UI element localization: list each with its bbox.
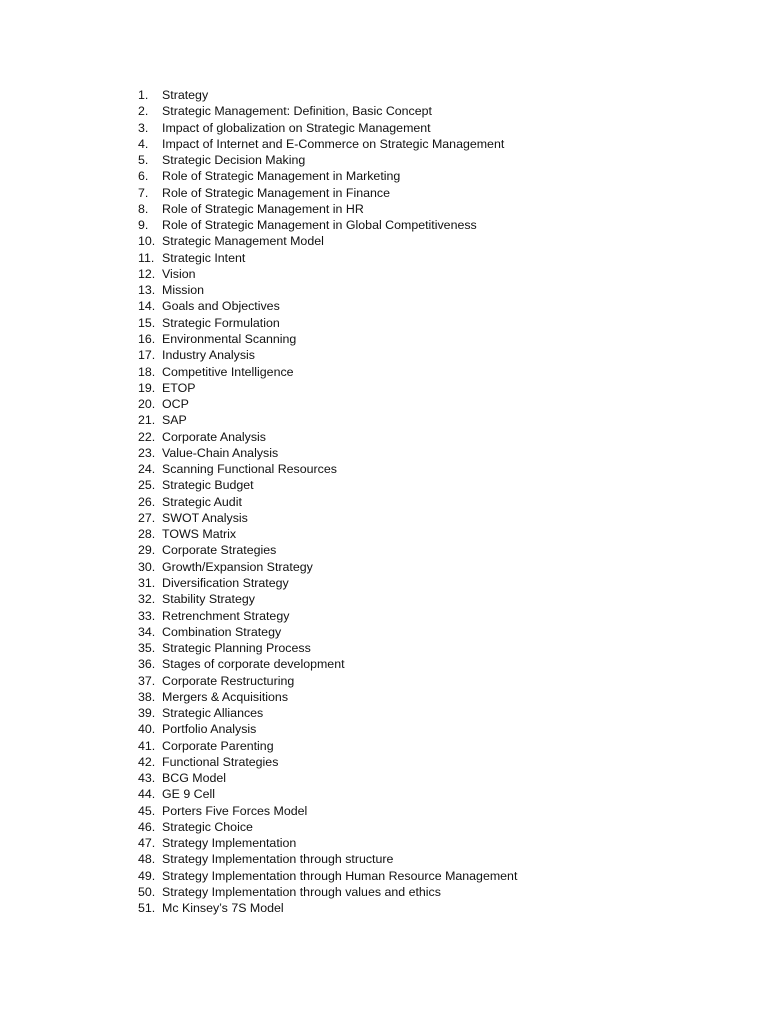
list-item-number: 9. [138,218,149,233]
list-item [138,477,517,493]
list-item-text: OCP [162,397,189,412]
list-item-text: Functional Strategies [162,754,279,769]
list-item [138,754,517,770]
list-item-number: 32. [138,592,156,607]
list-item-text: Strategy [162,88,209,102]
list-item [138,136,517,152]
list-item-text: Corporate Restructuring [162,673,295,688]
list-item-number: 49. [138,868,156,883]
list-item-text: Role of Strategic Management in HR [162,201,364,216]
list-item-number: 19. [138,380,156,395]
list-item [138,445,517,461]
list-item-number: 1. [138,88,149,102]
list-item [138,120,517,136]
list-item-number: 43. [138,771,156,786]
list-item-text: SWOT Analysis [162,510,248,525]
list-item [138,884,517,900]
list-item [138,575,517,591]
list-item-number: 2. [138,104,149,119]
list-item-text: Strategic Management Model [162,234,324,249]
list-item-number: 6. [138,169,149,184]
list-item-number: 15. [138,315,156,330]
list-item-number: 30. [138,559,156,574]
list-item-number: 11. [138,250,155,265]
list-item [138,298,517,314]
list-item [138,168,517,184]
list-item [138,510,517,526]
list-item-number: 44. [138,787,156,802]
list-item-number: 37. [138,673,156,688]
list-item [138,87,517,103]
list-item-number: 40. [138,722,156,737]
list-item-number: 36. [138,657,156,672]
list-item-text: Corporate Analysis [162,429,266,444]
list-item [138,673,517,689]
list-item [138,656,517,672]
list-item-number: 21. [138,413,156,428]
list-item-text: Scanning Functional Resources [162,462,337,477]
list-item-text: Value-Chain Analysis [162,445,279,460]
list-item-text: Vision [162,266,196,281]
list-item [138,624,517,640]
list-item-number: 33. [138,608,156,623]
list-item [138,266,517,282]
list-item-number: 51. [138,901,156,916]
list-item-text: Strategic Decision Making [162,153,306,168]
list-item-text: SAP [162,413,187,428]
list-item-number: 16. [138,331,156,346]
list-item-text: Mc Kinsey’s 7S Model [162,901,284,916]
list-item-number: 28. [138,527,156,542]
list-item [138,851,517,867]
list-item [138,315,517,331]
list-item-text: Porters Five Forces Model [162,803,308,818]
list-item [138,689,517,705]
list-item-number: 34. [138,624,156,639]
list-item-text: Strategic Planning Process [162,641,311,656]
list-item-text: Mission [162,283,204,298]
list-item [138,608,517,624]
list-item [138,152,517,168]
list-item-number: 48. [138,852,156,867]
list-item-text: Mergers & Acquisitions [162,689,289,704]
list-item-text: Stages of corporate development [162,657,345,672]
list-item-text: Strategic Choice [162,819,253,834]
list-item [138,640,517,656]
topic-list [138,87,517,917]
list-item-text: Role of Strategic Management in Finance [162,185,390,200]
list-item-number: 7. [138,185,149,200]
list-item [138,347,517,363]
list-item-number: 26. [138,494,156,509]
list-item [138,803,517,819]
list-item [138,250,517,266]
list-item-number: 20. [138,397,156,412]
list-item [138,201,517,217]
list-item [138,217,517,233]
list-item-text: Retrenchment Strategy [162,608,290,623]
list-item-number: 42. [138,754,156,769]
list-item [138,835,517,851]
list-item-text: Strategy Implementation [162,836,297,851]
list-item-text: Strategy Implementation through Human Resource Management [162,868,518,883]
list-item-text: Role of Strategic Management in Marketing [162,169,401,184]
list-item-number: 14. [138,299,156,314]
list-item-text: Industry Analysis [162,348,255,363]
list-item-text: Strategic Alliances [162,706,264,721]
list-item-text: Strategic Management: Definition, Basic Concept [162,104,432,119]
list-item [138,721,517,737]
list-item-number: 31. [138,575,156,590]
list-item-text: Strategy Implementation through values and ethics [162,885,441,900]
list-item-number: 24. [138,462,156,477]
list-item [138,396,517,412]
list-item-text: BCG Model [162,771,227,786]
list-item-number: 12. [138,266,156,281]
list-item-text: Combination Strategy [162,624,282,639]
list-item-number: 22. [138,429,156,444]
list-item-text: Goals and Objectives [162,299,280,314]
list-item [138,868,517,884]
list-item-text: Corporate Strategies [162,543,277,558]
list-item-number: 25. [138,478,156,493]
list-item-number: 46. [138,819,156,834]
list-item [138,185,517,201]
list-item [138,786,517,802]
list-item [138,494,517,510]
list-item-number: 29. [138,543,156,558]
list-item-number: 38. [138,689,156,704]
list-item [138,542,517,558]
list-item-number: 4. [138,136,149,151]
list-item-text: Strategic Intent [162,250,246,265]
list-item-text: Stability Strategy [162,592,255,607]
list-item-text: Portfolio Analysis [162,722,257,737]
list-item-text: Corporate Parenting [162,738,274,753]
list-item-text: Impact of globalization on Strategic Management [162,120,431,135]
list-item [138,282,517,298]
list-item [138,412,517,428]
list-item [138,331,517,347]
list-item-number: 13. [138,283,156,298]
list-item [138,526,517,542]
list-item-number: 5. [138,153,149,168]
list-item-text: ETOP [162,380,196,395]
list-item [138,559,517,575]
list-item-number: 45. [138,803,156,818]
list-item-text: Impact of Internet and E-Commerce on Strategic Management [162,136,505,151]
list-item-number: 50. [138,885,156,900]
list-item [138,461,517,477]
list-item-number: 18. [138,364,156,379]
list-item-text: Strategic Audit [162,494,242,509]
list-item [138,364,517,380]
list-item-number: 10. [138,234,156,249]
list-item-text: Growth/Expansion Strategy [162,559,313,574]
list-item [138,738,517,754]
list-item-text: Environmental Scanning [162,331,297,346]
list-item-number: 23. [138,445,156,460]
list-item-text: Strategy Implementation through structure [162,852,394,867]
list-item-number: 35. [138,641,156,656]
list-item-text: GE 9 Cell [162,787,216,802]
list-item [138,900,517,916]
list-item-text: Role of Strategic Management in Global Competitiveness [162,218,477,233]
list-item-number: 27. [138,510,156,525]
list-item [138,233,517,249]
list-item [138,770,517,786]
list-item-text: Strategic Formulation [162,315,280,330]
list-item [138,429,517,445]
list-item-number: 47. [138,836,156,851]
list-item [138,103,517,119]
list-item-number: 8. [138,201,149,216]
list-item [138,380,517,396]
list-item-number: 39. [138,706,156,721]
list-item [138,591,517,607]
list-item [138,819,517,835]
list-item-text: Strategic Budget [162,478,254,493]
list-item-number: 3. [138,120,149,135]
list-item-text: TOWS Matrix [162,527,237,542]
list-item [138,705,517,721]
list-item-number: 17. [138,348,156,363]
list-item-text: Diversification Strategy [162,575,289,590]
list-item-text: Competitive Intelligence [162,364,294,379]
list-item-number: 41. [138,738,156,753]
